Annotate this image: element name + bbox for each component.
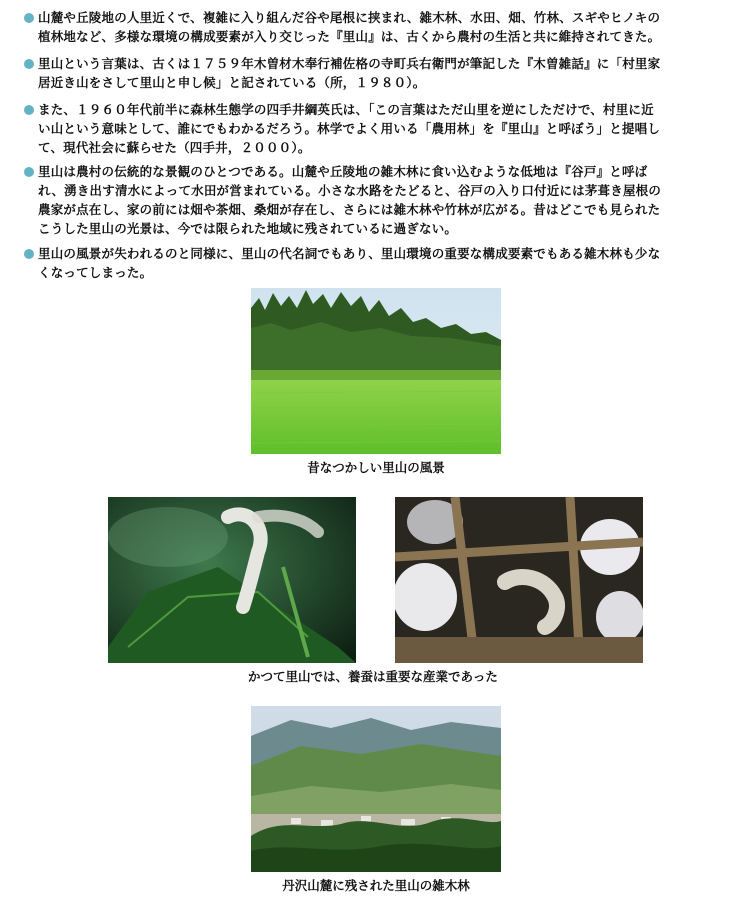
tanzawa-foothills-photo (251, 706, 501, 872)
paragraph-text: 山麓や丘陵地の人里近くで、複雑に入り組んだ谷や尾根に挟まれ、雑木林、水田、畑、竹林、スギやヒノキの 植林地など、多様な環境の構成要素が入り交じった『里山』は、古くから農村の生活と共に維持されてきた。 (38, 10, 661, 44)
bullet-icon (24, 249, 34, 259)
bullet-icon (24, 13, 34, 23)
silkworm-caption: かつて里山では、養蚕は重要な産業であった (248, 669, 498, 684)
tanzawa-caption: 丹沢山麓に残された里山の雑木林 (282, 878, 470, 893)
paragraph-text: 里山は農村の伝統的な景観のひとつである。山麓や丘陵地の雑木林に食い込むような低地は『谷戸』と呼ば れ、湧き出す清水によって水田が営まれている。小さな水路をたどると、谷戸の入り口付近には茅葺き屋根の 農家が点在し、家の前には畑や茶畑、桑畑が存在し、さらには雑木林や竹林が広がる。昔はどこでも見られた こうした里山の光景は、今では限られた地域に残されているに過ぎない。 (38, 164, 662, 236)
bullet-icon (24, 59, 34, 69)
paragraph-text: 里山という言葉は、古くは１７５９年木曽材木奉行補佐格の寺町兵右衛門が筆記した『木曽雑話』に「村里家 居近き山をさして里山と申し候」と記されている（所，１９８０）。 (38, 56, 661, 90)
landscape-caption: 昔なつかしい里山の風景 (307, 460, 445, 475)
satoyama-landscape-photo (251, 288, 501, 454)
silkworm-cocoon-photo (395, 497, 643, 663)
bullet-icon (24, 167, 34, 177)
paragraph-5 (22, 244, 730, 282)
silkworm-leaf-photo (108, 497, 356, 663)
paragraph-text: 里山の風景が失われるのと同様に、里山の代名詞でもあり、里山環境の重要な構成要素でもある雑木林も少な くなってしまった。 (38, 246, 661, 280)
paragraph-1 (22, 8, 730, 46)
paragraph-3 (22, 100, 730, 157)
paragraph-2 (22, 54, 730, 92)
paragraph-text: また、１９６０年代前半に森林生態学の四手井綱英氏は、「この言葉はただ山里を逆にしただけで、村里に近 い山という意味として、誰にでもわかるだろう。林学でよく用いる「農用林」を『里山』と呼ぼう」と提唱し て、現代社会に蘇らせた（四手井，２０００）。 (38, 102, 661, 155)
paragraph-4 (22, 162, 730, 238)
bullet-icon (24, 105, 34, 115)
